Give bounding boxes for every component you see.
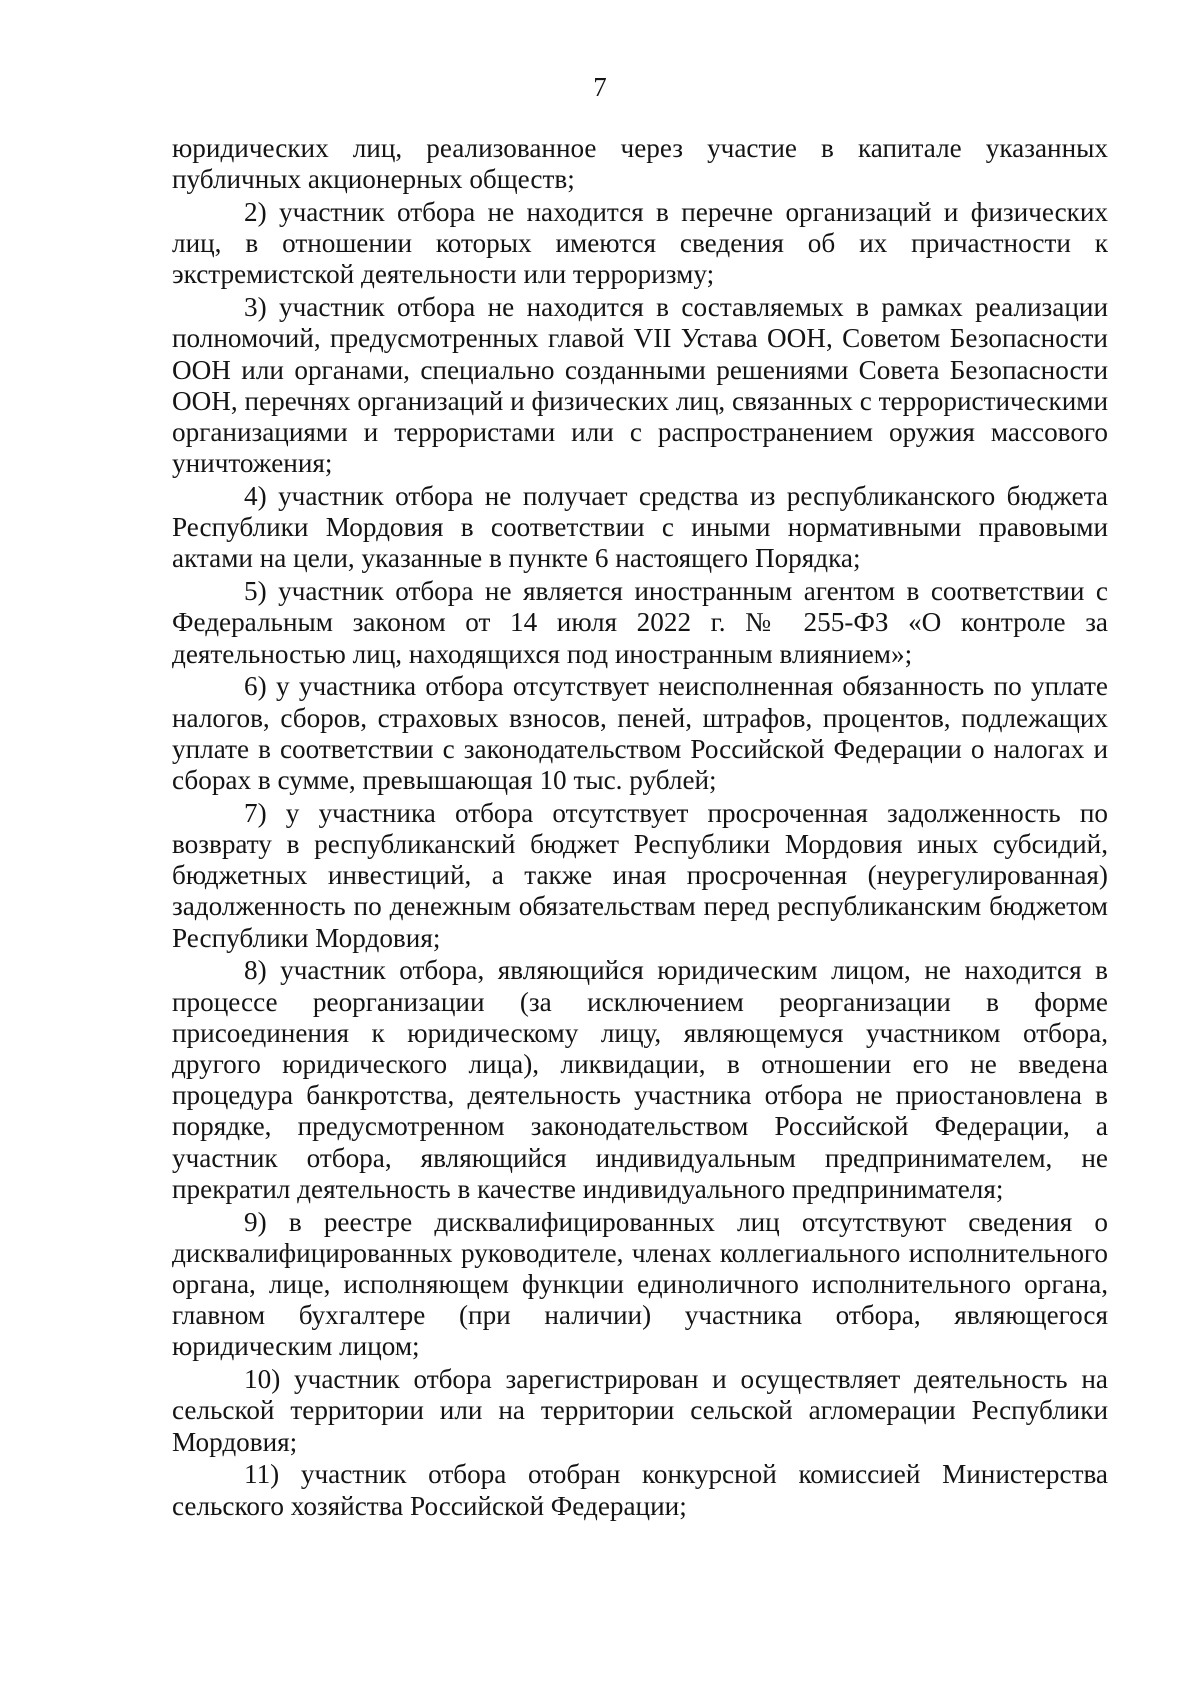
list-item-8: 8) участник отбора, являющийся юридическим лицом, не находится в процессе реорганизации (за исключением реорганизации в форме присоединения к юридическому лицу, являющемуся участником отбора, другого юридического лица), ликвидации, в отношении его не введена процедура банкротства, деятельность участника отбора не приостановлена в порядке, предусмотренном законодательством Российской Федерации, а участник отбора, являющийся индивидуальным предпринимателем, не прекратил деятельность в качестве индивидуального предпринимателя; <box>172 955 1108 1204</box>
list-item-7: 7) у участника отбора отсутствует просроченная задолженность по возврату в республиканский бюджет Республики Мордовия иных субсидий, бюджетных инвестиций, а также иная просроченная (неурегулированная) задолженность по денежным обязательствам перед республиканским бюджетом Республики Мордовия; <box>172 797 1108 953</box>
list-item-6: 6) у участника отбора отсутствует неисполненная обязанность по уплате налогов, сборов, страховых взносов, пеней, штрафов, процентов, подлежащих уплате в соответствии с законодательством Российской Федерации о налогах и сборах в сумме, превышающая 10 тыс. рублей; <box>172 671 1108 796</box>
list-item-4: 4) участник отбора не получает средства из республиканского бюджета Республики Мордовия в соответствии с иными нормативными правовыми актами на цели, указанные в пункте 6 настоящего Порядка; <box>172 481 1108 574</box>
list-item-3: 3) участник отбора не находится в составляемых в рамках реализации полномочий, предусмотренных главой VII Устава ООН, Советом Безопасности ООН или органами, специально созданными решениями Совета Безопасности ООН, перечнях организаций и физических лиц, связанных с террористическими организациями и террористами или с распространением оружия массового уничтожения; <box>172 292 1108 479</box>
list-item-2: 2) участник отбора не находится в перечне организаций и физических лиц, в отношении которых имеются сведения об их причастности к экстремистской деятельности или терроризму; <box>172 197 1108 290</box>
list-item-10: 10) участник отбора зарегистрирован и осуществляет деятельность на сельской территории или на территории сельской агломерации Республики Мордовия; <box>172 1364 1108 1457</box>
document-body <box>172 133 1108 1523</box>
list-item-9: 9) в реестре дисквалифицированных лиц отсутствуют сведения о дисквалифицированных руководителе, членах коллегиального исполнительного органа, лице, исполняющем функции единоличного исполнительного органа, главном бухгалтере (при наличии) участника отбора, являющегося юридическим лицом; <box>172 1206 1108 1362</box>
paragraph-continuation: юридических лиц, реализованное через участие в капитале указанных публичных акционерных обществ; <box>172 133 1108 195</box>
page-number: 7 <box>593 72 607 102</box>
list-item-11: 11) участник отбора отобран конкурсной комиссией Министерства сельского хозяйства Российской Федерации; <box>172 1459 1108 1521</box>
list-item-5: 5) участник отбора не является иностранным агентом в соответствии с Федеральным законом от 14 июля 2022 г. № 255-ФЗ «О контроле за деятельностью лиц, находящихся под иностранным влиянием»; <box>172 576 1108 669</box>
